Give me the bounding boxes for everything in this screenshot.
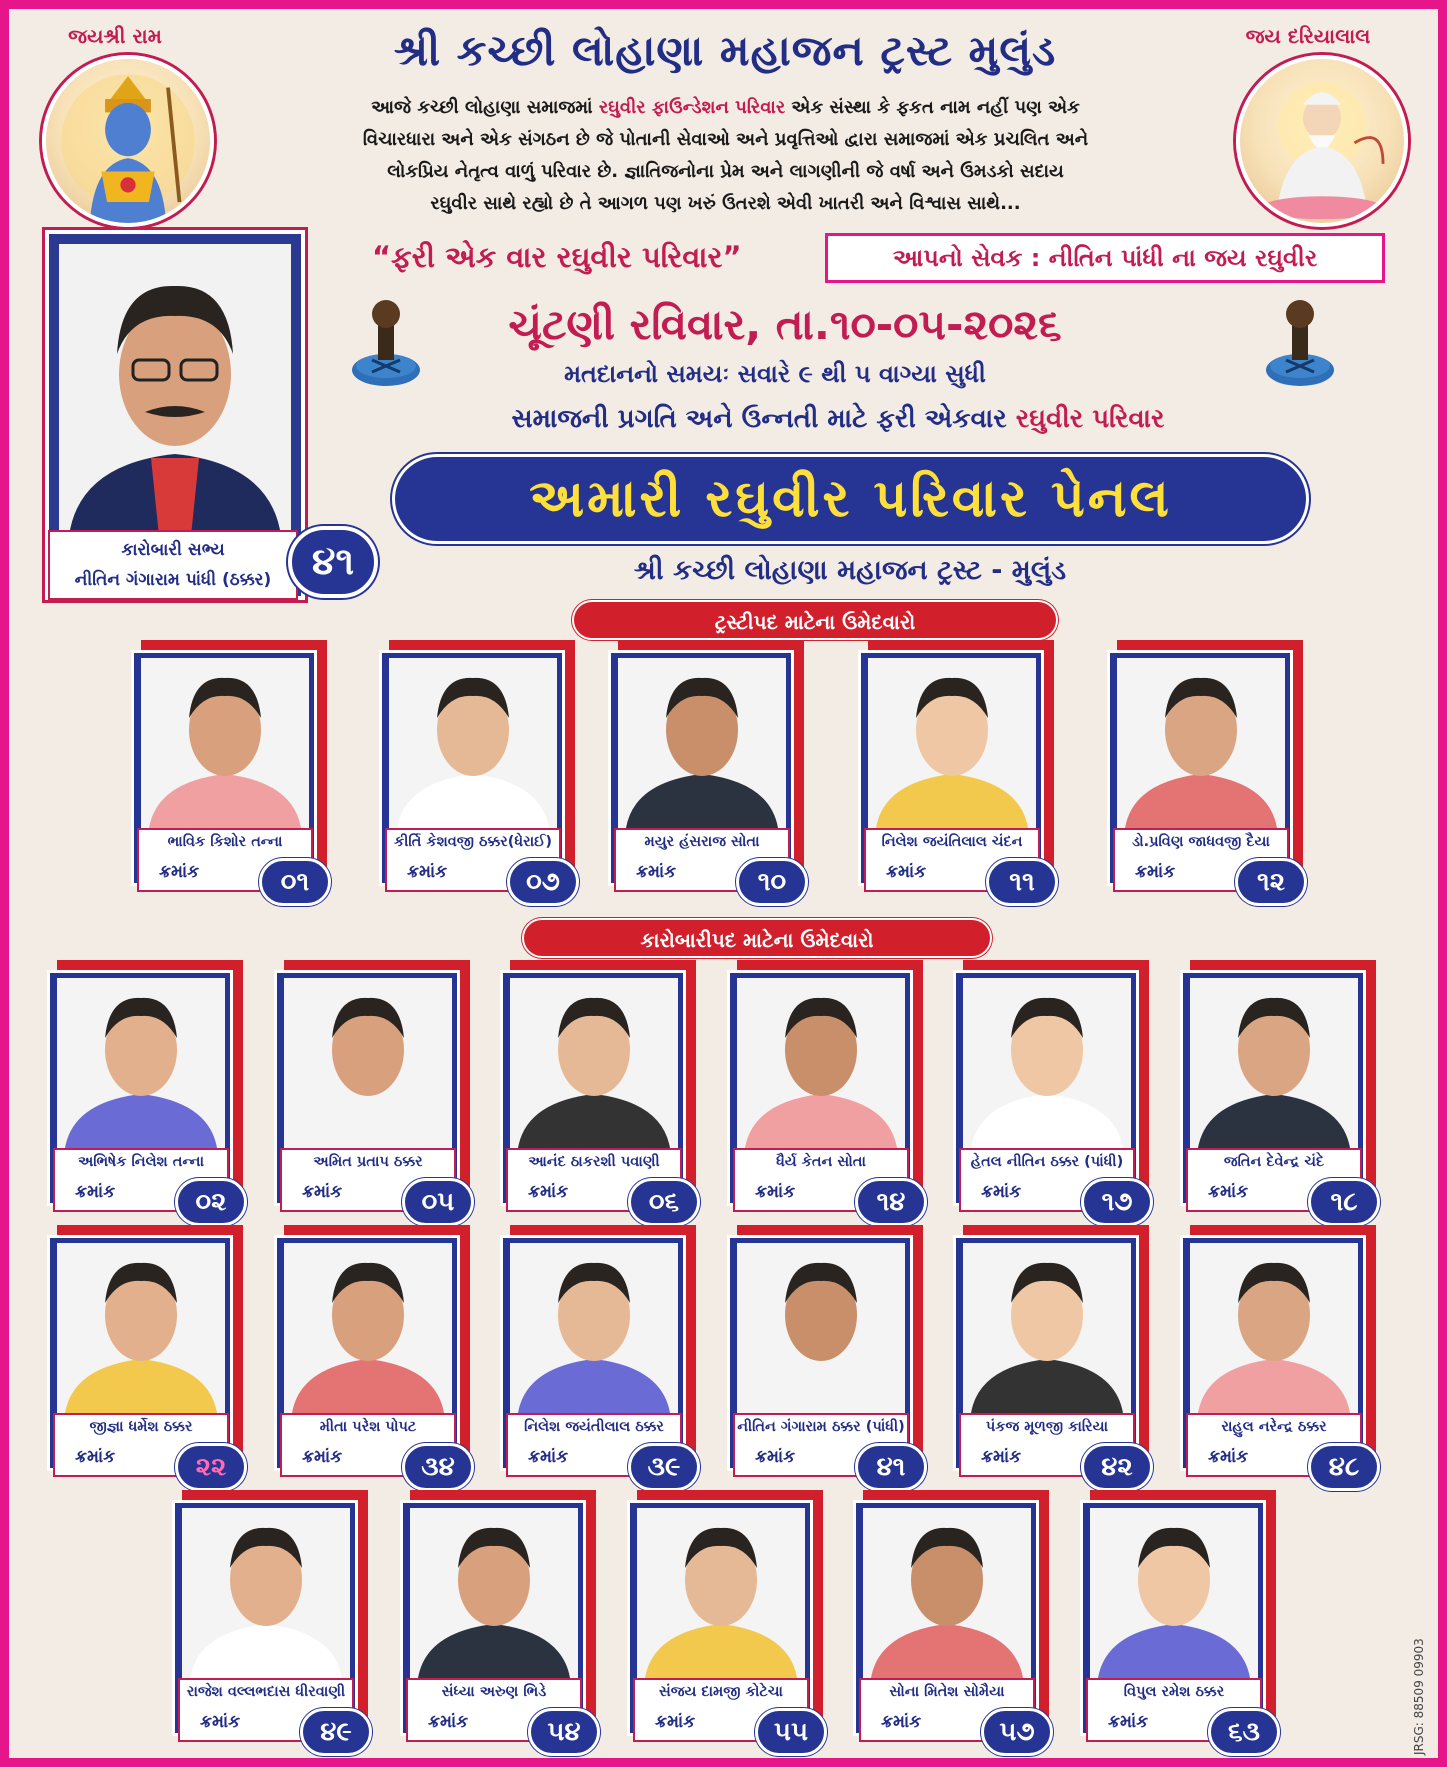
dariyalal-deity-image: [1236, 55, 1408, 227]
intro-line-3: લોકપ્રિય નેતૃત્વ વાળું પરિવાર છે. જ્ઞાતિજનોના પ્રેમ અને લાગણીની જે વર્ષા અને ઉમડકો સદાય: [387, 161, 1064, 182]
candidate-number-badge: ૧૧: [986, 858, 1058, 906]
intro-paragraph: [268, 92, 1183, 220]
candidate-photo: [737, 1243, 905, 1413]
kramank-label: ક્રમાંક: [407, 862, 448, 882]
candidate-card: [47, 1225, 243, 1483]
trustee-section-title: ટ્રસ્ટીપદ માટેના ઉમેદવારો: [572, 600, 1058, 640]
candidate-number-badge: ૩૯: [628, 1443, 700, 1491]
leader-photo: [59, 244, 291, 536]
leader-role: કારોબારી સભ્ય: [121, 540, 225, 560]
kramank-label: ક્રમાંક: [528, 1447, 569, 1467]
kramank-label: ક્રમાંક: [75, 1447, 116, 1467]
candidate-card: [131, 640, 327, 898]
candidate-photo: [1190, 978, 1358, 1148]
candidate-name: નિલેશ જયંતીલાલ ઠક્કર: [524, 1419, 664, 1435]
candidate-photo: [963, 1243, 1131, 1413]
candidate-photo: [963, 978, 1131, 1148]
candidate-photo: [389, 658, 557, 828]
candidate-number-badge: ૬૩: [1208, 1708, 1280, 1756]
election-date: ચૂંટણી રવિવાર, તા.૧૦-૦૫-૨૦૨૬: [508, 300, 1062, 349]
candidate-number-badge: ૧૦: [736, 858, 808, 906]
intro-line-4: રઘુવીર સાથે રહ્યો છે તે આગળ પણ ખરું ઉતરશે એવી ખાતરી અને વિશ્વાસ સાથે...: [430, 193, 1021, 214]
candidate-card: [500, 1225, 696, 1483]
candidate-photo: [1190, 1243, 1358, 1413]
candidate-card: [1080, 1490, 1276, 1748]
candidate-number-badge: ૪૧: [855, 1443, 927, 1491]
candidate-card: [1107, 640, 1303, 898]
kramank-label: ક્રમાંક: [1208, 1182, 1249, 1202]
candidate-card: [853, 1490, 1049, 1748]
candidate-number-badge: ૧૨: [1235, 858, 1307, 906]
kramank-label: ક્રમાંક: [881, 1712, 922, 1732]
candidate-name: હેતલ નીતિન ઠક્કર (પાંધી): [970, 1154, 1124, 1170]
candidate-name: રાજેશ વલ્લભદાસ ધીરવાણી: [186, 1684, 346, 1700]
leader-number-badge: ૪૧: [288, 526, 378, 598]
leader-name: નીતિન ગંગારામ પાંધી (ઠક્કર): [74, 570, 272, 590]
kramank-label: ક્રમાંક: [886, 862, 927, 882]
candidate-card: [727, 1225, 923, 1483]
candidate-card: [274, 1225, 470, 1483]
candidate-number-badge: ૧૭: [1081, 1178, 1153, 1226]
panel-subtitle: શ્રી કચ્છી લોહાણા મહાજન ટ્રસ્ટ - મુલુંડ: [633, 555, 1067, 586]
candidate-photo: [618, 658, 786, 828]
voting-timing: મતદાનનો સમયઃ સવારે ૯ થી ૫ વાગ્યા સુધી: [564, 360, 986, 388]
candidate-card: [953, 960, 1149, 1218]
candidate-photo: [1090, 1508, 1258, 1678]
candidate-number-badge: ૫૪: [528, 1708, 600, 1756]
kramank-label: ક્રમાંક: [302, 1182, 343, 1202]
candidate-photo: [141, 658, 309, 828]
candidate-card: [1180, 1225, 1376, 1483]
candidate-name: ધૈર્ય કેતન સોતા: [776, 1154, 866, 1170]
candidate-name: મીતા પરેશ પોપટ: [319, 1419, 417, 1435]
candidate-photo: [57, 978, 225, 1148]
kramank-label: ક્રમાંક: [755, 1447, 796, 1467]
candidate-number-badge: ૧૮: [1308, 1178, 1380, 1226]
candidate-number-badge: ૨૨: [175, 1443, 247, 1491]
candidate-photo: [868, 658, 1036, 828]
candidate-name: નિલેશ જયંતિલાલ ચંદન: [881, 834, 1023, 850]
intro-line-1: આજે કચ્છી લોહાણા સમાજમાં રઘુવીર ફાઉન્ડેશન પરિવાર એક સંસ્થા કે ફકત નામ નહીં પણ એક: [371, 97, 1080, 118]
candidate-photo: [57, 1243, 225, 1413]
candidate-card: [400, 1490, 596, 1748]
candidate-number-badge: ૪૮: [1308, 1443, 1380, 1491]
candidate-name: મયુર હંસરાજ સોતા: [644, 834, 760, 850]
candidate-number-badge: ૦૬: [628, 1178, 700, 1226]
candidate-number-badge: ૫૫: [755, 1708, 827, 1756]
kramank-label: ક્રમાંક: [1135, 862, 1176, 882]
candidate-photo: [182, 1508, 350, 1678]
candidate-card: [1180, 960, 1376, 1218]
candidate-number-badge: ૦૨: [175, 1178, 247, 1226]
candidate-card: [172, 1490, 368, 1748]
candidate-photo: [637, 1508, 805, 1678]
kramank-label: ક્રમાંક: [200, 1712, 241, 1732]
kramank-label: ક્રમાંક: [428, 1712, 469, 1732]
candidate-card: [608, 640, 804, 898]
candidate-name: સોના મિતેશ સોમૈયા: [889, 1684, 1005, 1700]
candidate-photo: [510, 1243, 678, 1413]
candidate-name: અમિત પ્રતાપ ઠક્કર: [313, 1154, 423, 1170]
candidate-number-badge: ૪૨: [1081, 1443, 1153, 1491]
candidate-card: [379, 640, 575, 898]
candidate-photo: [284, 1243, 452, 1413]
candidate-photo: [863, 1508, 1031, 1678]
candidate-name: ભાવિક કિશોર તન્ના: [167, 834, 283, 850]
candidate-number-badge: ૪૯: [300, 1708, 372, 1756]
kramank-label: ક્રમાંક: [1208, 1447, 1249, 1467]
sevak-box: આપનો સેવક : નીતિન પાંધી ના જય રઘુવીર: [825, 233, 1385, 283]
kramank-label: ક્રમાંક: [636, 862, 677, 882]
candidate-name: કીર્તિ કેશવજી ઠક્કર(ધેરાઈ): [394, 834, 552, 850]
right-deity-label: જય દરિયાલાલ: [1245, 24, 1371, 48]
candidate-card: [727, 960, 923, 1218]
candidate-card: [47, 960, 243, 1218]
candidate-card: [627, 1490, 823, 1748]
candidate-photo: [410, 1508, 578, 1678]
candidate-name: વિપુલ રમેશ ઠક્કર: [1123, 1684, 1225, 1700]
leader-caption: [48, 530, 298, 600]
candidate-card: [858, 640, 1054, 898]
candidate-number-badge: ૦૫: [402, 1178, 474, 1226]
kramank-label: ક્રમાંક: [75, 1182, 116, 1202]
slogan: “ફરી એક વાર રઘુવીર પરિવાર”: [372, 240, 742, 274]
kramank-label: ક્રમાંક: [655, 1712, 696, 1732]
page-title: શ્રી કચ્છી લોહાણા મહાજન ટ્રસ્ટ મુલુંડ: [393, 26, 1057, 75]
candidate-name: જતિન દેવેન્દ્ર ચંદે: [1223, 1154, 1325, 1170]
candidate-name: પંકજ મૂળજી કારિયા: [985, 1419, 1109, 1435]
candidate-card: [274, 960, 470, 1218]
candidate-name: અભિષેક નિલેશ તન્ના: [77, 1154, 205, 1170]
candidate-number-badge: ૧૪: [855, 1178, 927, 1226]
candidate-card: [500, 960, 696, 1218]
ballot-stamp-icon: [1262, 296, 1338, 388]
kramank-label: ક્રમાંક: [981, 1447, 1022, 1467]
candidate-number-badge: ૫૭: [981, 1708, 1053, 1756]
intro-line-2: વિચારધારા અને એક સંગઠન છે જે પોતાની સેવાઓ અને પ્રવૃત્તિઓ દ્વારા સમાજમાં એક પ્રચલિત અને: [362, 129, 1089, 150]
candidate-number-badge: ૦૧: [259, 858, 331, 906]
candidate-number-badge: ૩૪: [402, 1443, 474, 1491]
kramank-label: ક્રમાંક: [528, 1182, 569, 1202]
left-deity-label: જયશ્રી રામ: [68, 24, 162, 48]
progress-line: સમાજની પ્રગતિ અને ઉન્નતી માટે ફરી એકવાર રઘુવીર પરિવાર: [511, 404, 1165, 434]
candidate-name: સંધ્યા અરુણ ભિડે: [441, 1684, 547, 1700]
candidate-name: આનંદ ઠાકરશી પવાણી: [528, 1154, 660, 1170]
panel-banner: અમારી રઘુવીર પરિવાર પેનલ: [392, 454, 1309, 544]
candidate-name: સંજય દામજી કોટેચા: [659, 1684, 783, 1700]
candidate-photo: [510, 978, 678, 1148]
candidate-name: ડો.પ્રવિણ જાધવજી દૈયા: [1132, 834, 1270, 850]
executive-section-title: કારોબારીપદ માટેના ઉમેદવારો: [522, 918, 992, 958]
kramank-label: ક્રમાંક: [159, 862, 200, 882]
candidate-name: રાહુલ નરેન્દ્ર ઠક્કર: [1221, 1419, 1327, 1435]
candidate-name: જીજ્ઞા ધર્મેશ ઠક્કર: [89, 1419, 193, 1435]
candidate-name: નીતિન ગંગારામ ઠક્કર (પાંધી): [737, 1419, 905, 1435]
kramank-label: ક્રમાંક: [1108, 1712, 1149, 1732]
kramank-label: ક્રમાંક: [981, 1182, 1022, 1202]
jrsg-code: JRSG: 88509 09903: [1412, 1638, 1426, 1755]
candidate-number-badge: ૦૭: [507, 858, 579, 906]
candidate-photo: [737, 978, 905, 1148]
candidate-photo: [1117, 658, 1285, 828]
ram-deity-image: [42, 55, 214, 227]
kramank-label: ક્રમાંક: [302, 1447, 343, 1467]
candidate-card: [953, 1225, 1149, 1483]
kramank-label: ક્રમાંક: [755, 1182, 796, 1202]
candidate-photo: [284, 978, 452, 1148]
